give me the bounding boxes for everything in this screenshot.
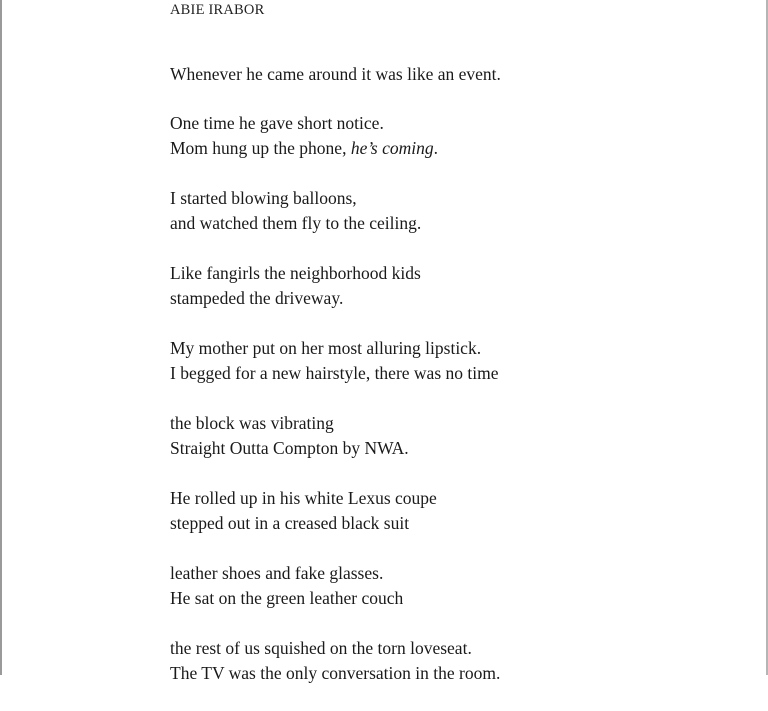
author-header: ABIE IRABOR bbox=[170, 2, 265, 18]
poem-line: the block was vibrating bbox=[170, 413, 334, 433]
poem-line: and watched them fly to the ceiling. bbox=[170, 213, 422, 233]
italic-emphasis: he’s coming bbox=[350, 138, 434, 158]
stanza-7 bbox=[170, 486, 730, 536]
poem-line: the rest of us squished on the torn loveseat. bbox=[170, 638, 472, 658]
poem-line: leather shoes and fake glasses. bbox=[170, 563, 384, 583]
stanza-3 bbox=[170, 186, 730, 236]
poem-line: One time he gave short notice. bbox=[170, 113, 384, 133]
poem-line: Like fangirls the neighborhood kids bbox=[170, 263, 421, 283]
poem-line-punctuation: . bbox=[433, 138, 438, 158]
poem-line: stampeded the driveway. bbox=[170, 288, 344, 308]
stanza-8 bbox=[170, 561, 730, 611]
poem-line: My mother put on her most alluring lipstick. bbox=[170, 338, 482, 358]
stanza-2 bbox=[170, 111, 730, 161]
poem-line: I begged for a new hairstyle, there was no time bbox=[170, 363, 499, 383]
poem-line: He sat on the green leather couch bbox=[170, 588, 404, 608]
stanza-6 bbox=[170, 411, 730, 461]
poem-line-text: Mom hung up the phone, bbox=[170, 138, 351, 158]
stanza-4 bbox=[170, 261, 730, 311]
poem-line: He rolled up in his white Lexus coupe bbox=[170, 488, 437, 508]
poem-line-mixed bbox=[170, 136, 730, 161]
poem-line: Straight Outta Compton by NWA. bbox=[170, 438, 409, 458]
poem-line: stepped out in a creased black suit bbox=[170, 513, 410, 533]
stanza-5 bbox=[170, 336, 730, 386]
poem-line: I started blowing balloons, bbox=[170, 188, 357, 208]
stanza-9 bbox=[170, 636, 730, 686]
poem-line: Whenever he came around it was like an event. bbox=[170, 64, 501, 84]
poem-body bbox=[170, 62, 730, 711]
stanza-1 bbox=[170, 62, 730, 87]
poem-line: The TV was the only conversation in the room. bbox=[170, 663, 501, 683]
